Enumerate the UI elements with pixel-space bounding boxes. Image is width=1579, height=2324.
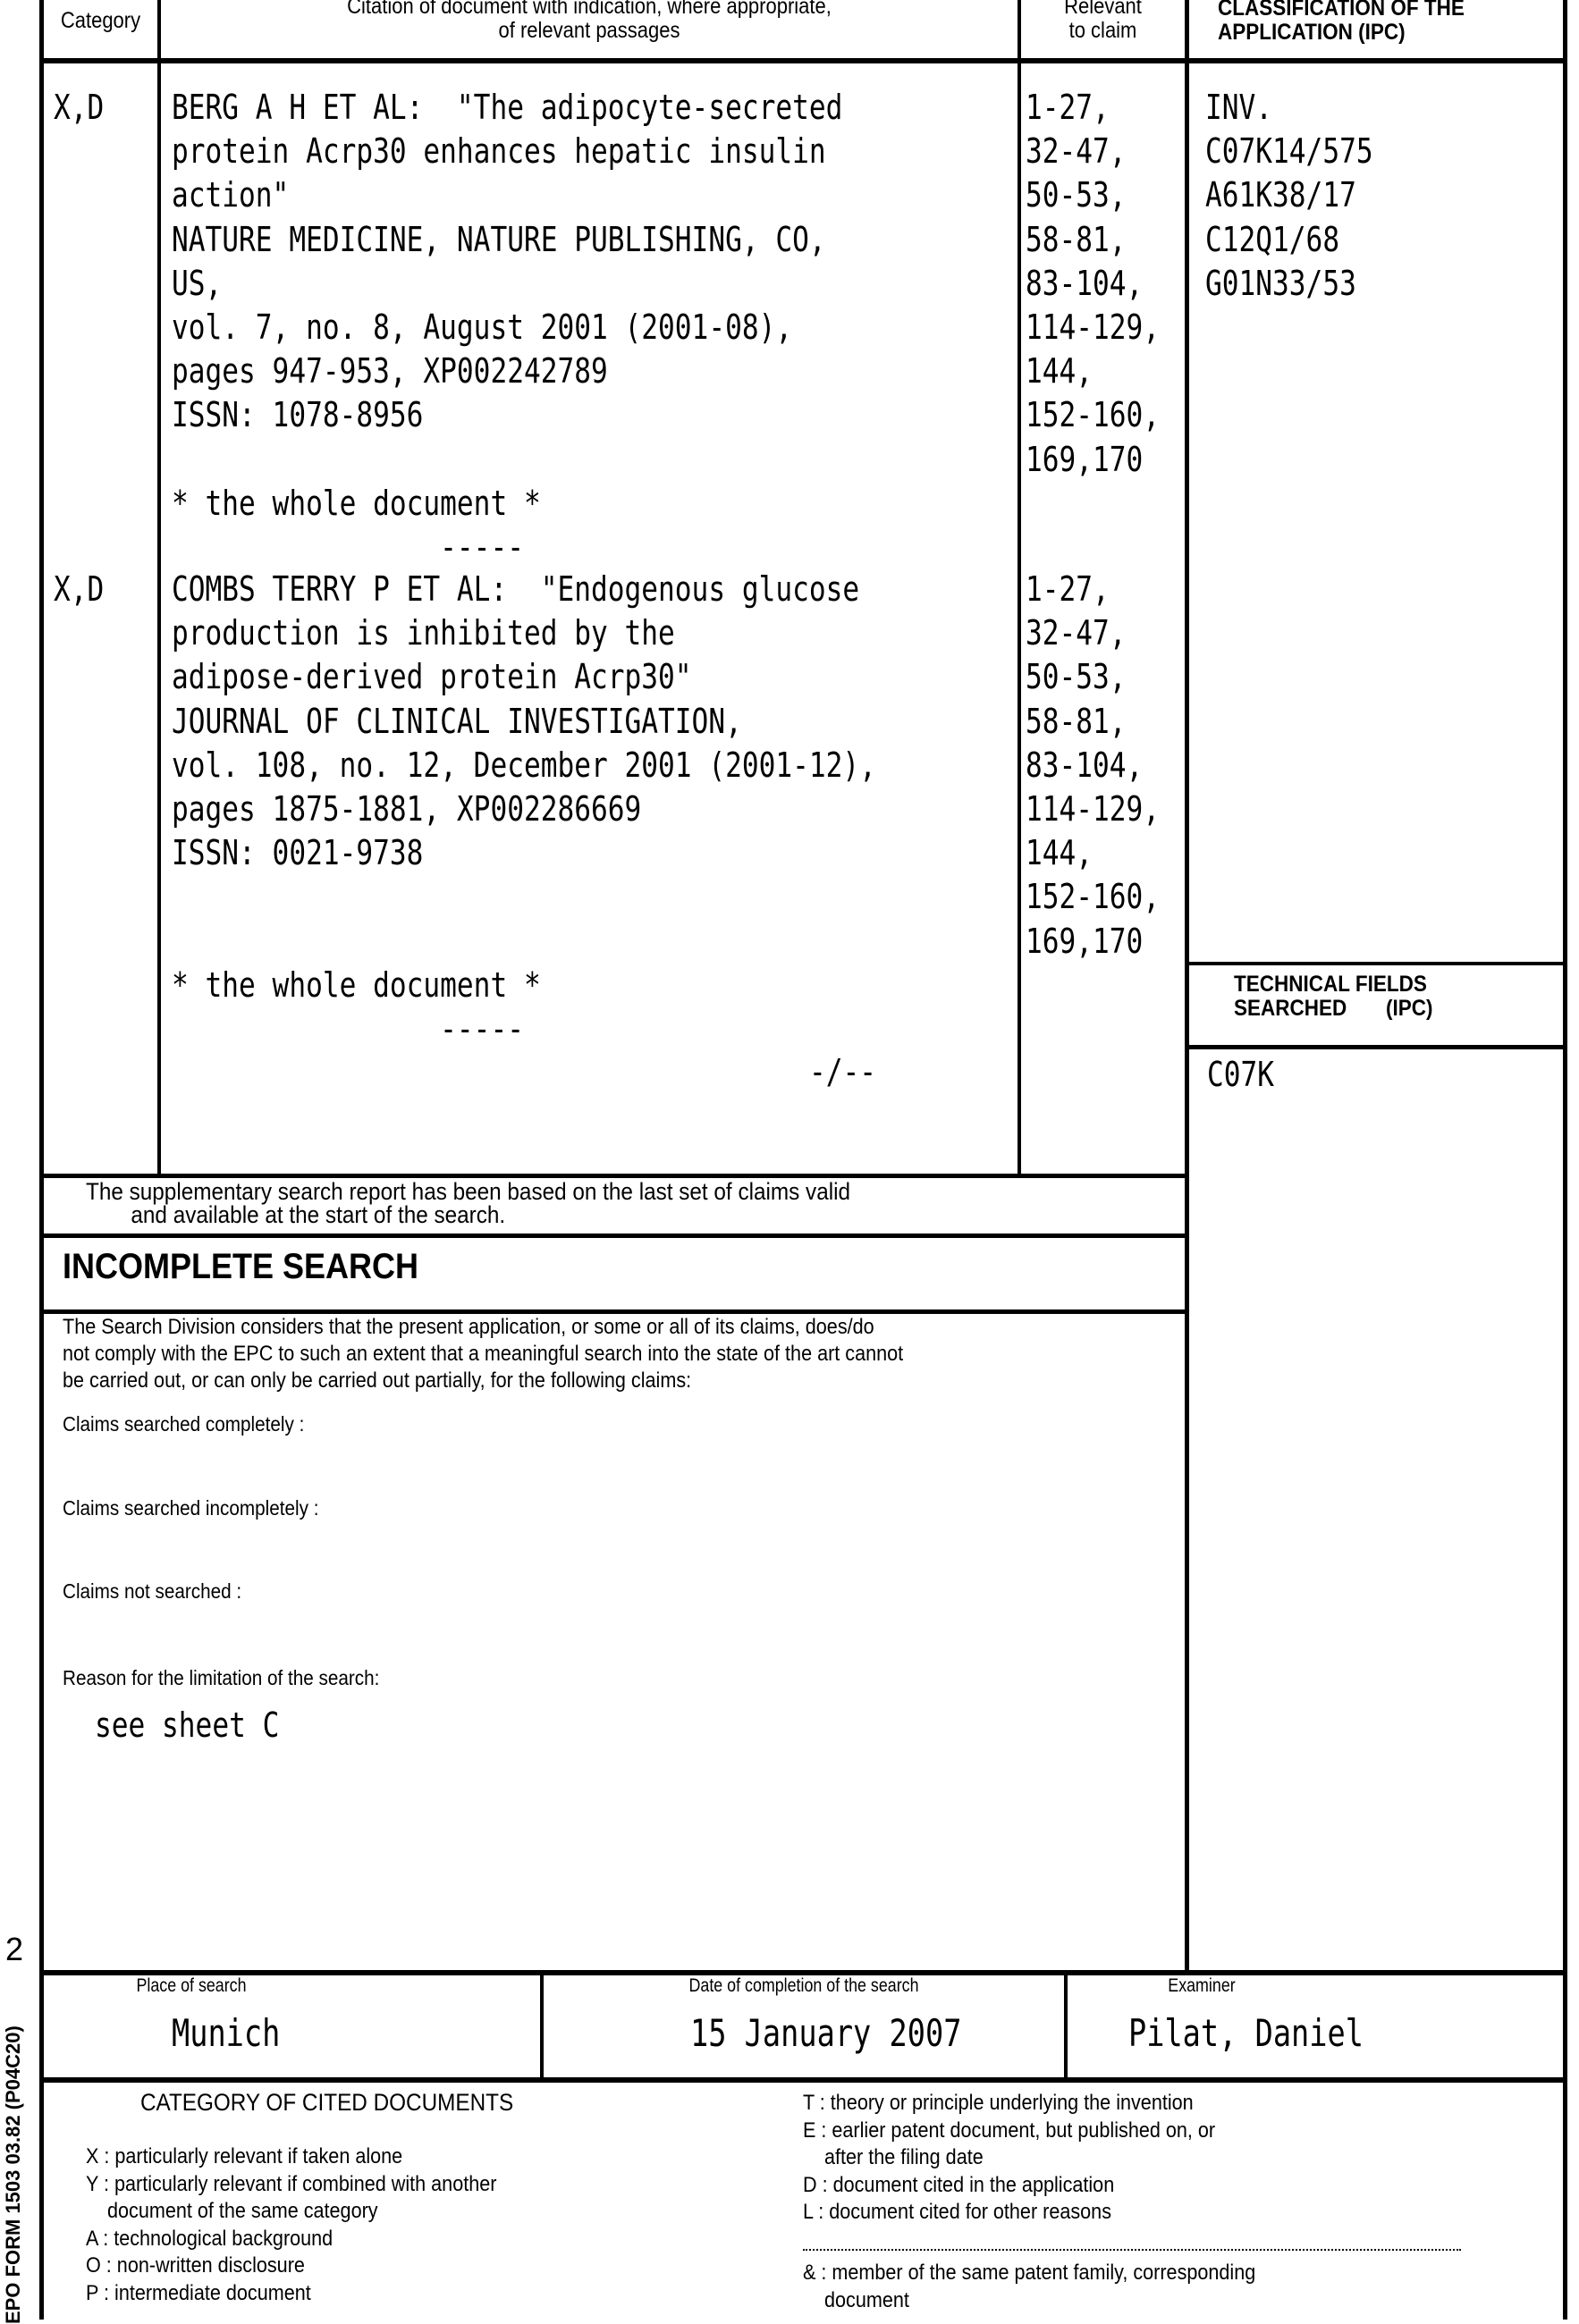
- date-of-completion-value: 15 January 2007: [690, 2011, 961, 2055]
- technical-fields-top: [1185, 962, 1567, 965]
- relevant-column-divider: [1017, 0, 1021, 1176]
- legend-title: CATEGORY OF CITED DOCUMENTS: [140, 2089, 513, 2117]
- citation-2-category: X,D: [54, 568, 104, 611]
- legend-dotted-separator: [803, 2249, 1461, 2251]
- classification-codes: INV. C07K14/575 A61K38/17 C12Q1/68 G01N33/53: [1205, 86, 1373, 306]
- legend-left: X : particularly relevant if taken alone Y : particularly relevant if combined with another document of the same category A : technological background O : non-written disclosure P : intermediate document: [86, 2143, 496, 2307]
- claims-completely-label: Claims searched completely :: [63, 1410, 304, 1437]
- technical-fields-sep: [1185, 1045, 1567, 1049]
- classification-column-divider: [1185, 0, 1189, 1973]
- claims-not-searched-label: Claims not searched :: [63, 1578, 241, 1604]
- header-citation: Citation of document with indication, where appropriate, of relevant passages: [161, 0, 1017, 43]
- form-code: EPO FORM 1503 03.82 (P04C20): [2, 2025, 25, 2324]
- citation-1-relevant-claims: 1-27, 32-47, 50-53, 58-81, 83-104, 114-129, 144, 152-160, 169,170: [1026, 86, 1160, 482]
- legend-right-top: T : theory or principle underlying the invention E : earlier patent document, but published on, or after the filing date D : document cited in the application L : document cited for other reasons: [803, 2090, 1215, 2227]
- examiner-value: Pilat, Daniel: [1128, 2011, 1364, 2055]
- header-classification: CLASSIFICATION OF THE APPLICATION (IPC): [1218, 0, 1566, 45]
- legend-right-bottom: & : member of the same patent family, corresponding document: [803, 2260, 1255, 2314]
- citation-1-text: BERG A H ET AL: "The adipocyte-secreted protein Acrp30 enhances hepatic insulin action" NATURE MEDICINE, NATURE PUBLISHING, CO, US, vol. 7, no. 8, August 2001 (2001-08), pages 947-953, XP002242789 ISSN: 1078-8956 * the whole document * -----: [172, 86, 842, 569]
- incomplete-search-title: INCOMPLETE SEARCH: [63, 1247, 418, 1287]
- date-of-completion: Date of completion of the search: [544, 1975, 1064, 1997]
- supplementary-note: The supplementary search report has been based on the last set of claims valid and available at the start of the search.: [86, 1180, 935, 1225]
- citation-2-text: COMBS TERRY P ET AL: "Endogenous glucose production is inhibited by the adipose-derived protein Acrp30" JOURNAL OF CLINICAL INVESTIGATION, vol. 108, no. 12, December 2001 (2001-12), pages 1875-1881, XP002286669 ISSN: 0021-9738 * the whole document * -----: [172, 568, 876, 1051]
- examiner: Examiner: [1068, 1975, 1566, 1997]
- citation-2-relevant-claims: 1-27, 32-47, 50-53, 58-81, 83-104, 114-129, 144, 152-160, 169,170: [1026, 568, 1160, 964]
- place-of-search-value: Munich: [172, 2011, 280, 2055]
- header-divider: [39, 58, 1567, 63]
- technical-fields-header: TECHNICAL FIELDS SEARCHED (IPC): [1234, 973, 1455, 1021]
- reason-value: see sheet C: [95, 1704, 279, 1747]
- footer-bottom: [39, 2077, 1567, 2083]
- technical-fields-value: C07K: [1207, 1053, 1274, 1097]
- supplementary-bottom: [39, 1234, 1189, 1238]
- claims-incompletely-label: Claims searched incompletely :: [63, 1495, 318, 1521]
- header-relevant: Relevant to claim: [1021, 0, 1185, 43]
- incomplete-search-intro: The Search Division considers that the present application, or some or all of its claims, does/do not comply with the EPC to such an extent that a meaningful search into the state of the art cannot be carried out, or can only be carried out partially, for the following claims:: [63, 1314, 903, 1394]
- category-column-divider: [157, 0, 161, 1176]
- reason-label: Reason for the limitation of the search:: [63, 1664, 379, 1691]
- citation-1-category: X,D: [54, 86, 104, 130]
- page-number: 2: [5, 1931, 23, 1968]
- header-category: Category: [44, 9, 157, 33]
- continuation-mark: -/--: [809, 1050, 876, 1094]
- place-of-search: Place of search: [44, 1975, 540, 1997]
